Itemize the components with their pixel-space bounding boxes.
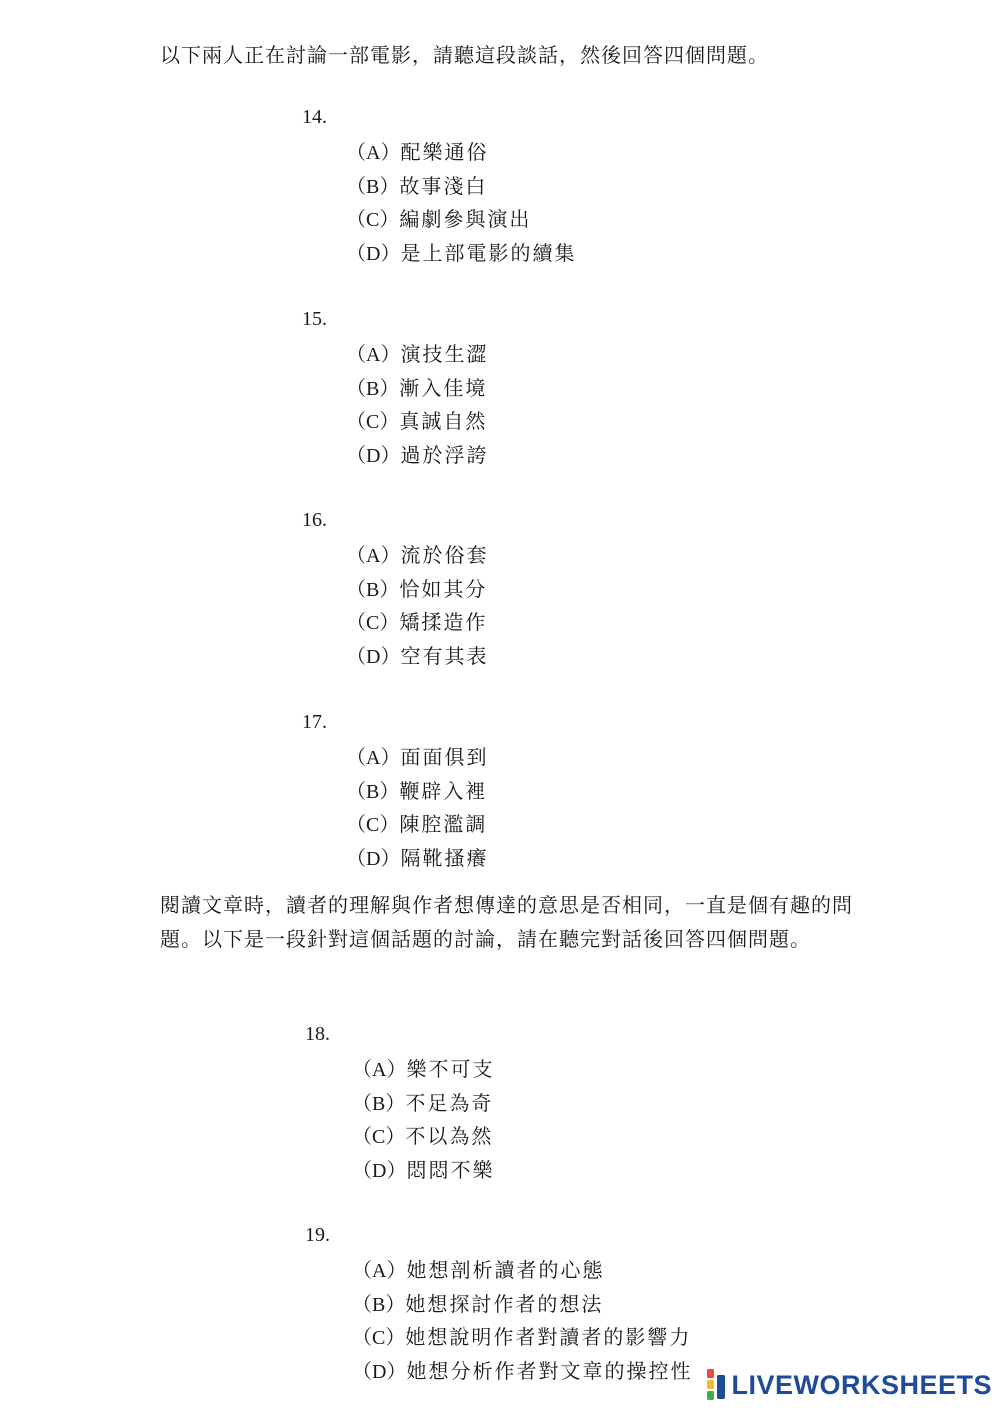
option-label: （A）: [346, 142, 401, 164]
option-label: （C）: [346, 411, 400, 433]
option-label: （C）: [346, 612, 400, 634]
option-text: 編劇參與演出: [399, 207, 532, 231]
option-label: （D）: [352, 1360, 407, 1383]
option-d[interactable]: [346, 640, 488, 674]
option-list: [352, 1254, 692, 1388]
option-label: （B）: [346, 175, 400, 198]
option-list: [346, 338, 488, 472]
option-c[interactable]: [346, 405, 488, 439]
option-b[interactable]: [352, 1288, 692, 1322]
option-label: （B）: [346, 377, 400, 400]
option-text: 鞭辟入裡: [399, 778, 488, 803]
option-text: 面面俱到: [400, 745, 489, 769]
option-a[interactable]: [346, 741, 488, 775]
question-number: 14.: [302, 106, 327, 128]
liveworksheets-wordmark: LIVEWORKSHEETS: [731, 1369, 992, 1400]
option-label: （B）: [346, 780, 400, 803]
option-label: （D）: [346, 242, 401, 265]
section-1-intro: 以下兩人正在討論一部電影，請聽這段談話，然後回答四個問題。: [160, 43, 769, 67]
option-label: （D）: [346, 645, 401, 668]
option-c[interactable]: [346, 203, 576, 237]
option-text: 空有其表: [400, 643, 489, 668]
option-d[interactable]: [346, 237, 576, 271]
question-number: 17.: [302, 711, 327, 733]
option-c[interactable]: [352, 1321, 692, 1355]
option-text: 故事淺白: [399, 173, 488, 198]
option-c[interactable]: [352, 1120, 494, 1154]
option-b[interactable]: [352, 1087, 494, 1121]
option-c[interactable]: [346, 606, 488, 640]
option-text: 悶悶不樂: [406, 1157, 495, 1182]
option-text: 是上部電影的續集: [400, 240, 577, 265]
option-list: [352, 1053, 494, 1187]
option-text: 她想分析作者對文章的操控性: [406, 1358, 693, 1383]
option-label: （C）: [352, 1327, 406, 1349]
question-number: 18.: [305, 1023, 330, 1045]
option-a[interactable]: [346, 136, 576, 170]
option-d[interactable]: [346, 439, 488, 473]
option-text: 不足為奇: [405, 1090, 494, 1115]
question-number: 15.: [302, 308, 327, 330]
option-text: 陳腔濫調: [399, 812, 488, 836]
option-list: [346, 741, 488, 875]
option-a[interactable]: [352, 1053, 494, 1087]
option-a[interactable]: [352, 1254, 692, 1288]
option-text: 流於俗套: [400, 543, 489, 567]
option-text: 樂不可支: [406, 1057, 495, 1081]
option-text: 她想剖析讀者的心態: [406, 1258, 605, 1282]
option-d[interactable]: [346, 842, 488, 876]
option-text: 她想說明作者對讀者的影響力: [405, 1325, 692, 1349]
option-label: （C）: [346, 814, 400, 836]
option-d[interactable]: [352, 1154, 494, 1188]
option-label: （A）: [346, 545, 401, 567]
option-text: 隔靴搔癢: [400, 845, 489, 870]
option-label: （C）: [346, 209, 400, 231]
option-text: 真誠自然: [399, 409, 488, 433]
liveworksheets-watermark: [705, 1367, 992, 1403]
option-label: （B）: [346, 578, 400, 601]
option-label: （A）: [352, 1059, 407, 1081]
option-label: （D）: [352, 1159, 407, 1182]
option-text: 漸入佳境: [399, 375, 488, 400]
option-list: [346, 136, 576, 270]
question-number: 19.: [305, 1224, 330, 1246]
option-b[interactable]: [346, 573, 488, 607]
option-c[interactable]: [346, 808, 488, 842]
option-text: 演技生澀: [400, 342, 489, 366]
option-text: 恰如其分: [399, 576, 488, 601]
option-text: 配樂通俗: [400, 140, 489, 164]
option-d[interactable]: [352, 1355, 692, 1389]
option-a[interactable]: [346, 338, 488, 372]
option-list: [346, 539, 488, 673]
option-label: （C）: [352, 1126, 406, 1148]
option-b[interactable]: [346, 775, 488, 809]
liveworksheets-logo-icon: [705, 1369, 727, 1401]
option-label: （D）: [346, 444, 401, 467]
option-label: （A）: [346, 344, 401, 366]
question-number: 16.: [302, 509, 327, 531]
option-b[interactable]: [346, 170, 576, 204]
option-text: 不以為然: [405, 1124, 494, 1148]
option-label: （B）: [352, 1293, 406, 1316]
section-2-intro: 閱讀文章時，讀者的理解與作者想傳達的意思是否相同，一直是個有趣的問題。以下是一段針對這個話題的討論，請在聽完對話後回答四個問題。: [160, 893, 853, 951]
option-label: （B）: [352, 1092, 406, 1115]
option-label: （D）: [346, 847, 401, 870]
option-text: 矯揉造作: [399, 610, 488, 634]
option-b[interactable]: [346, 372, 488, 406]
option-label: （A）: [346, 747, 401, 769]
option-a[interactable]: [346, 539, 488, 573]
option-text: 過於浮誇: [400, 442, 489, 467]
option-label: （A）: [352, 1260, 407, 1282]
option-text: 她想探討作者的想法: [405, 1291, 604, 1316]
